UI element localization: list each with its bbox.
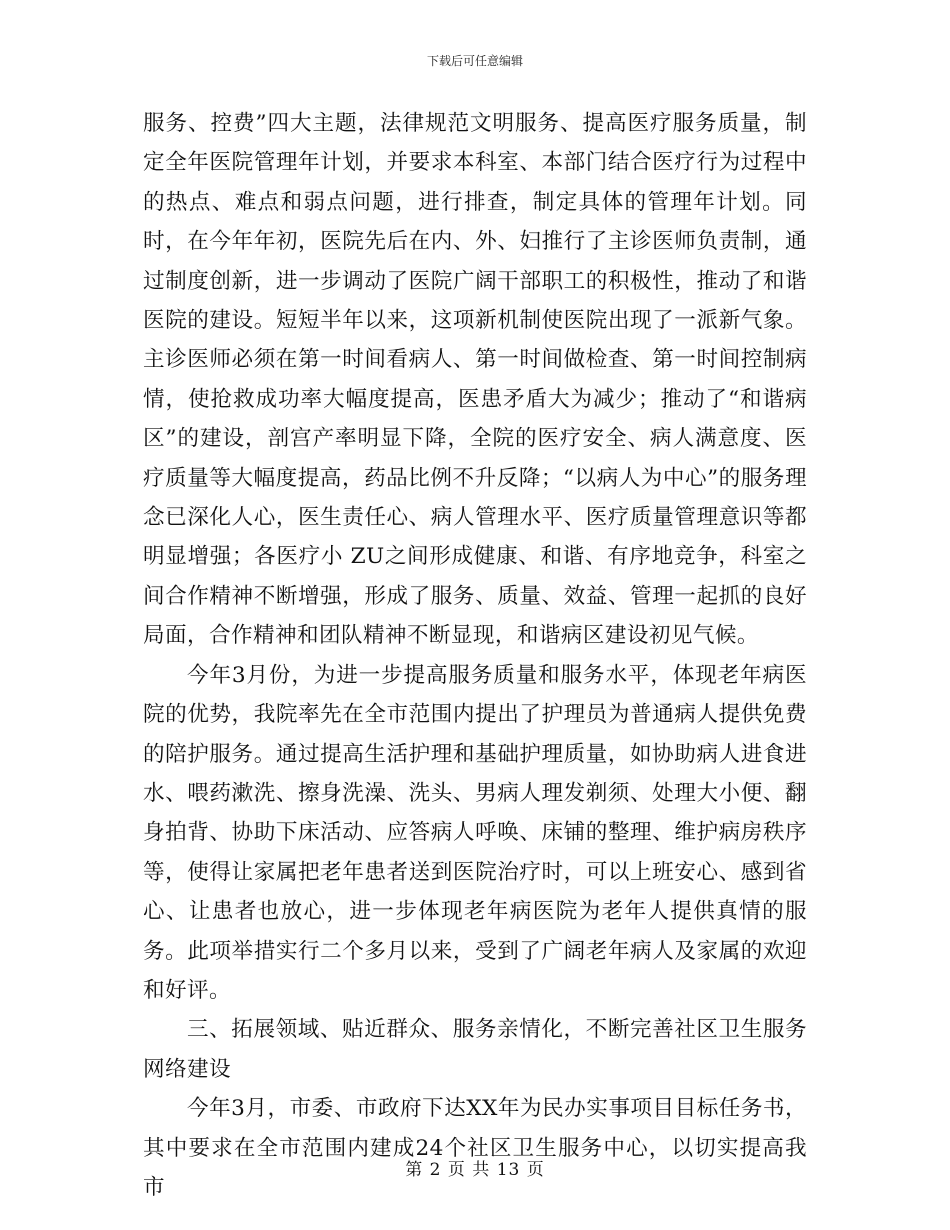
paragraph-continuation: 服务、控费”四大主题，法律规范文明服务、提高医疗服务质量，制定全年医院管理年计划，并要求本科室、本部门结合医疗行为过程中的热点、难点和弱点问题，进行排查，制定具体的管理年计划。同时，在今年年初，医院先后在内、外、妇推行了主诊医师负责制，通过制度创新，进一步调动了医院广阔干部职工的积极性，推动了和谐医院的建设。短短半年以来，这项新机制使医院出现了一派新气象。主诊医师必须在第一时间看病人、第一时间做检查、第一时间控制病情，使抢救成功率大幅度提高，医患矛盾大为减少；推动了“和谐病区”的建设，剖宫产率明显下降，全院的医疗安全、病人满意度、医疗质量等大幅度提高，药品比例不升反降；“以病人为中心”的服务理念已深化人心，医生责任心、病人管理水平、医疗质量管理意识等都明显增强；各医疗小 ZU之间形成健康、和谐、有序地竞争，科室之间合作精神不断增强，形成了服务、质量、效益、管理一起抓的良好局面，合作精神和团队精神不断显现，和谐病区建设初见气候。 [143, 111, 807, 649]
page-number: 第 2 页 共 13 页 [405, 1160, 545, 1180]
section-heading-3: 三、拓展领域、贴近群众、服务亲情化，不断完善社区卫生服务网络建设 [143, 1017, 807, 1082]
paragraph-escort-service: 今年3月份，为进一步提高服务质量和服务水平，体现老年病医院的优势，我院率先在全市范围内提出了护理员为普通病人提供免费的陪护服务。通过提高生活护理和基础护理质量，如协助病人进食进水、喂药漱洗、擦身洗澡、洗头、男病人理发剃须、处理大小便、翻身拍背、协助下床活动、应答病人呼唤、床铺的整理、维护病房秩序等，使得让家属把老年患者送到医院治疗时，可以上班安心、感到省心、让患者也放心，进一步体现老年病医院为老年人提供真情的服务。此项举措实行二个多月以来，受到了广阔老年病人及家属的欢迎和好评。 [143, 662, 807, 1003]
header-note: 下载后可任意编辑 [426, 54, 523, 68]
document-body [143, 104, 807, 1207]
paragraph-community-health: 今年3月，市委、市政府下达XX年为民办实事项目目标任务书，其中要求在全市范围内建成24个社区卫生服务中心，以切实提高我市 [143, 1096, 807, 1200]
